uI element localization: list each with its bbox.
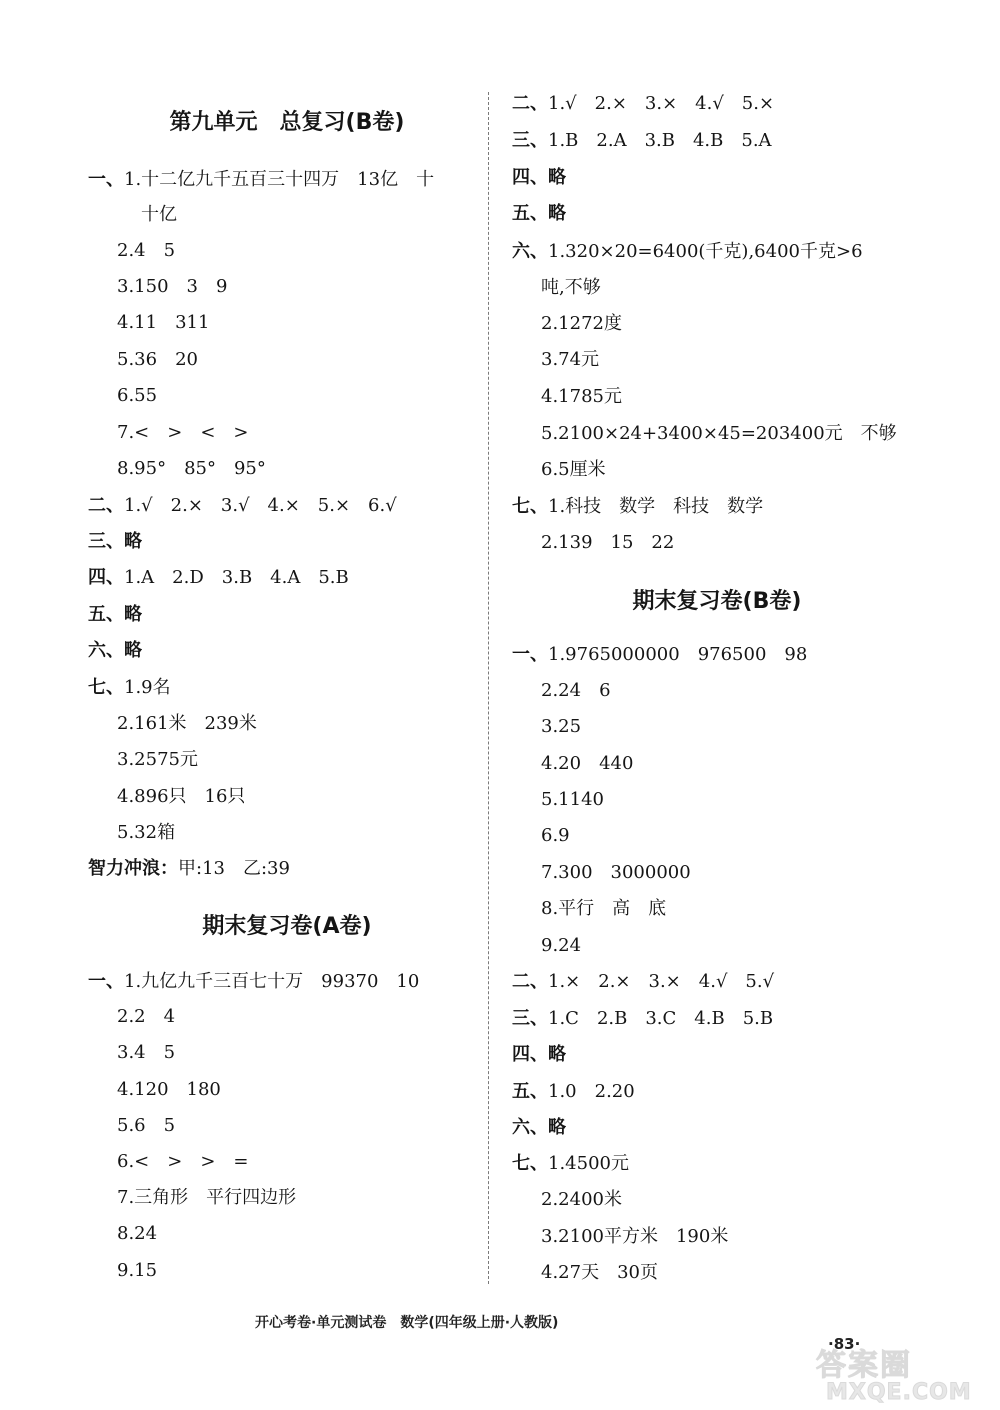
answer-line: 一、1.9765000000 976500 98 <box>512 644 808 665</box>
answer-line: 五、略 <box>512 203 566 224</box>
answer-line: 七、1.4500元 <box>512 1153 629 1174</box>
answer-line: 一、1.九亿九千三百七十万 99370 10 <box>88 971 420 992</box>
answer-line: 3.150 3 9 <box>117 276 228 297</box>
answer-line: 8.24 <box>117 1223 158 1244</box>
answer-line: 吨,不够 <box>541 277 601 298</box>
answer-line: 三、1.B 2.A 3.B 4.B 5.A <box>512 130 772 151</box>
answer-line: 2.24 6 <box>541 680 611 701</box>
section-title-final-b: 期末复习卷(B卷) <box>632 589 802 614</box>
answer-line: 3.2100平方米 190米 <box>541 1226 729 1247</box>
answer-line: 五、1.0 2.20 <box>512 1081 635 1102</box>
section-title-unit9-b: 第九单元 总复习(B卷) <box>169 110 405 135</box>
answer-line: 2.2 4 <box>117 1006 176 1027</box>
answer-line: 三、1.C 2.B 3.C 4.B 5.B <box>512 1008 774 1029</box>
answer-line: 9.24 <box>541 935 582 956</box>
answer-line: 7.三角形 平行四边形 <box>117 1187 297 1208</box>
answer-line: 四、略 <box>512 167 566 188</box>
answer-line: 6.5厘米 <box>541 459 606 480</box>
answer-line: 5.1140 <box>541 789 604 810</box>
answer-line: 2.139 15 22 <box>541 532 675 553</box>
answer-line: 智力冲浪：甲:13 乙:39 <box>88 858 290 879</box>
answer-line: 4.120 180 <box>117 1079 221 1100</box>
answer-line: 四、略 <box>512 1044 566 1065</box>
answer-line: 5.36 20 <box>117 349 198 370</box>
answer-line: 5.6 5 <box>117 1115 176 1136</box>
answer-line: 十亿 <box>141 204 177 225</box>
answer-line: 4.20 440 <box>541 753 634 774</box>
answer-line: 7.< > < > <box>117 422 249 443</box>
section-title-final-a: 期末复习卷(A卷) <box>202 914 372 939</box>
answer-line: 4.27天 30页 <box>541 1262 658 1283</box>
answer-line: 二、1.× 2.× 3.× 4.√ 5.√ <box>512 971 775 992</box>
answer-line: 三、略 <box>88 531 142 552</box>
answer-line: 一、1.十二亿九千五百三十四万 13亿 十 <box>88 169 435 190</box>
answer-line: 六、1.320×20=6400(千克),6400千克>6 <box>512 241 863 262</box>
answer-line: 七、1.9名 <box>88 677 171 698</box>
answer-line: 2.1272度 <box>541 313 622 334</box>
watermark-text: 答案圈 <box>816 1348 912 1383</box>
watermark-logo <box>812 1340 992 1406</box>
answer-line: 五、略 <box>88 604 142 625</box>
answer-line: 4.896只 16只 <box>117 786 246 807</box>
answer-line: 6.9 <box>541 825 570 846</box>
answer-line: 3.2575元 <box>117 749 198 770</box>
answer-line: 2.4 5 <box>117 240 176 261</box>
answer-line: 4.11 311 <box>117 312 210 333</box>
answer-line: 六、略 <box>88 640 142 661</box>
answer-line: 5.2100×24+3400×45=203400元 不够 <box>541 423 897 444</box>
answer-line: 6.< > > = <box>117 1151 249 1172</box>
answer-line: 3.4 5 <box>117 1042 176 1063</box>
answer-line: 六、略 <box>512 1117 566 1138</box>
answer-line: 6.55 <box>117 385 158 406</box>
answer-line: 2.2400米 <box>541 1189 622 1210</box>
column-divider <box>488 92 489 1284</box>
answer-line: 7.300 3000000 <box>541 862 691 883</box>
answer-line: 8.平行 高 底 <box>541 898 667 919</box>
answer-line: 四、1.A 2.D 3.B 4.A 5.B <box>88 567 349 588</box>
answer-line: 4.1785元 <box>541 386 622 407</box>
answer-line: 七、1.科技 数学 科技 数学 <box>512 496 764 517</box>
answer-line: 二、1.√ 2.× 3.× 4.√ 5.× <box>512 93 775 114</box>
answer-line: 3.74元 <box>541 349 600 370</box>
answer-line: 2.161米 239米 <box>117 713 257 734</box>
page-number: ·83· <box>828 1335 861 1353</box>
answer-line: 3.25 <box>541 716 582 737</box>
answer-line: 二、1.√ 2.× 3.√ 4.× 5.× 6.√ <box>88 495 397 516</box>
watermark-url: MXQE.COM <box>826 1380 972 1405</box>
page-footer: 开心考卷·单元测试卷 数学(四年级上册·人教版) <box>255 1315 559 1331</box>
answer-line: 5.32箱 <box>117 822 176 843</box>
answer-line: 9.15 <box>117 1260 158 1281</box>
answer-line: 8.95° 85° 95° <box>117 458 266 479</box>
